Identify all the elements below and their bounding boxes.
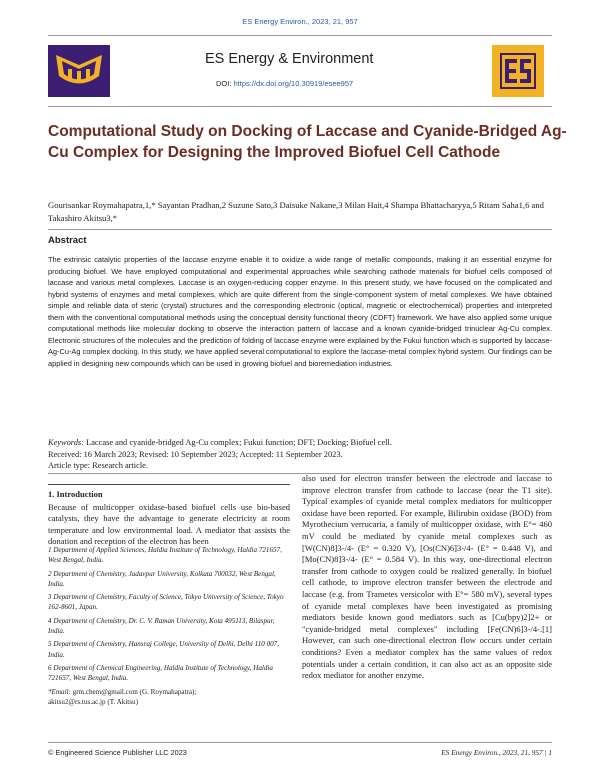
journal-name: ES Energy & Environment <box>205 51 374 67</box>
top-divider <box>48 35 552 36</box>
affiliation-3: 3 Department of Chemistry, Faculty of Science, Tokyo University of Science, Tokyo 162-8601, Japan. <box>48 593 284 612</box>
article-title: Computational Study on Docking of Laccase and Cyanide-Bridged Ag-Cu Complex for Designing the Improved Biofuel Cell Cathode <box>48 123 567 161</box>
affiliation-1: 1 Department of Applied Sciences, Haldia Institute of Technology, Haldia 721657, West Bengal, India. <box>48 546 282 565</box>
doi-line <box>216 79 353 88</box>
doi-label: DOI: <box>216 79 234 88</box>
affiliation-footnotes <box>48 545 290 710</box>
affiliation-4: 4 Department of Chemistry, Dr. C. V. Raman University, Kota 495113, Bilaspur, India. <box>48 616 275 636</box>
running-citation: ES Energy Environ., 2023, 21, 957 <box>242 17 358 26</box>
abstract-divider <box>48 229 552 230</box>
emblem-icon <box>48 45 110 97</box>
affiliation-2: 2 Department of Chemistry, Jadavpur University, Kolkata 700032, West Bengal, India. <box>48 569 276 588</box>
author-list: Gourisankar Roymahapatra,1,* Sayantan Pradhan,2 Suzune Sato,3 Daisuke Nakane,3 Milan Hait,4 Shampa Bhattacharyya,5 Ritam Saha1,6 and Takashiro Akitsu3,* <box>48 200 544 223</box>
email-label: *Email: <box>48 687 71 696</box>
intro-divider <box>48 484 290 485</box>
right-column <box>302 473 552 682</box>
affiliation-5: 5 Department of Chemistry, Hansraj College, University of Delhi, Delhi 110 007, India. <box>48 640 279 659</box>
article-type-line: Article type: Research article. <box>48 461 148 470</box>
email-link-2[interactable]: akitsu2@rs.tus.ac.jp (T. Akitsu) <box>48 697 138 706</box>
email-block <box>48 687 290 708</box>
page-footer-citation: ES Energy Environ., 2023, 21, 957 | 1 <box>441 748 552 757</box>
keywords-label: Keywords: <box>48 438 84 447</box>
section-heading-introduction: 1. Introduction <box>48 489 103 499</box>
intro-paragraph-left: Because of multicopper oxidase-based biofuel cells use bio-based catalysts, they have the advantage to generate electricity at room temperature and low environmental load. A mediator that assists the donation and reception of the electron has been <box>48 501 290 547</box>
header-divider <box>48 106 552 107</box>
university-emblem-logo <box>48 45 110 97</box>
es-publisher-logo <box>492 45 544 97</box>
abstract-text: The extrinsic catalytic properties of the laccase enzyme enable it to oxidize a wide range of metallic compounds, making it an essential enzyme for producing biofuel. We have employed computational and experimental approaches while searching cathode materials for biofuel cells composed of laccase and various metal complexes. Laccase is an oxygen-reducing copper enzyme. In this present study, we have focused on the complicated and hybrid systems of enzymes and metal complexes, which are quite different from the single-component system of metal complexes. We have obtained simple and reliable data of steric (crystal) structures and the corresponding electronic (optical, magnetic or electrochemical) properties and interpreted them with the conventional computational methods using the conceptual density functional theory (CDFT) framework. We have also applied some unique computational methods like molecular docking to observe the interaction pattern of laccase and a known cyanide-bridged trinuclear Ag-Cu complex. Electronic structures of the molecules and the prediction of folding of laccase enzyme were explained by the Fukui function which is supported by laccase-Ag-Cu-Ag complex docking. In this study, we have applied several computational to explore the laccase-metal complex hybrid system. Our findings can be applied in designing new compounds which can be used in growing biofuel and bioremediation industries. <box>48 255 552 368</box>
article-meta <box>48 437 552 472</box>
affiliation-6: 6 Department of Chemical Engineering, Haldia Institute of Technology, Haldia 721657, West Bengal, India. <box>48 663 273 683</box>
es-mark-icon <box>492 45 544 97</box>
abstract-heading: Abstract <box>48 235 87 246</box>
keywords-line <box>48 437 552 449</box>
left-column <box>48 489 290 548</box>
dates-line: Received: 16 March 2023; Revised: 10 September 2023; Accepted: 11 September 2023. <box>48 449 343 459</box>
intro-paragraph-right: also used for electron transfer between the electrode and laccase to improve electron transfer from cathode to laccase (near the T1 site). Typical examples of cyanide metal complex mediators for multicopper oxidase have been reported. For example, Bilirubin oxidase (BOD) from Myrothecium verrucaria, a family of multicopper oxidase, with E°= 460 mV could be mediated by cyanide metal complexes such as [W(CN)8]3-/4- (E° = 0.320 V), [Os(CN)6]3-/4- (E° = 0.448 V), and [Mo(CN)8]3-/4- (E° = 0.584 V). In this way, one-directional electron transfer from cathode to oxygen could be realized generally. In biofuel cell cathode, to improve electron transfer between the electrode and laccase (e.g. from Trametes versicolor with E°= 580 mV), several types of cyanide metal complexes have been investigated as promising mediators beside known good mediators such as [Cu(bpy)2]2+ or "cyanide-bridged metal complexes" including [Fe(CN)6]3-/4-.[1] However, can such one-directional electron flow occurs under certain conditions? Even a mediator complex has the same values of redox potentials under a certain condition, it can also act as an opposite side redox mediator for another enzyme. <box>302 473 552 681</box>
keywords-list: Laccase and cyanide-bridged Ag-Cu complex; Fukui function; DFT; Docking; Biofuel cell. <box>86 438 392 447</box>
email-link-1[interactable]: grm.chem@gmail.com (G. Roymahapatra); <box>72 687 197 696</box>
footer-divider <box>48 742 552 743</box>
copyright-notice: © Engineered Science Publisher LLC 2023 <box>48 748 187 757</box>
doi-link[interactable]: https://dx.doi.org/10.30919/esee957 <box>233 79 354 88</box>
